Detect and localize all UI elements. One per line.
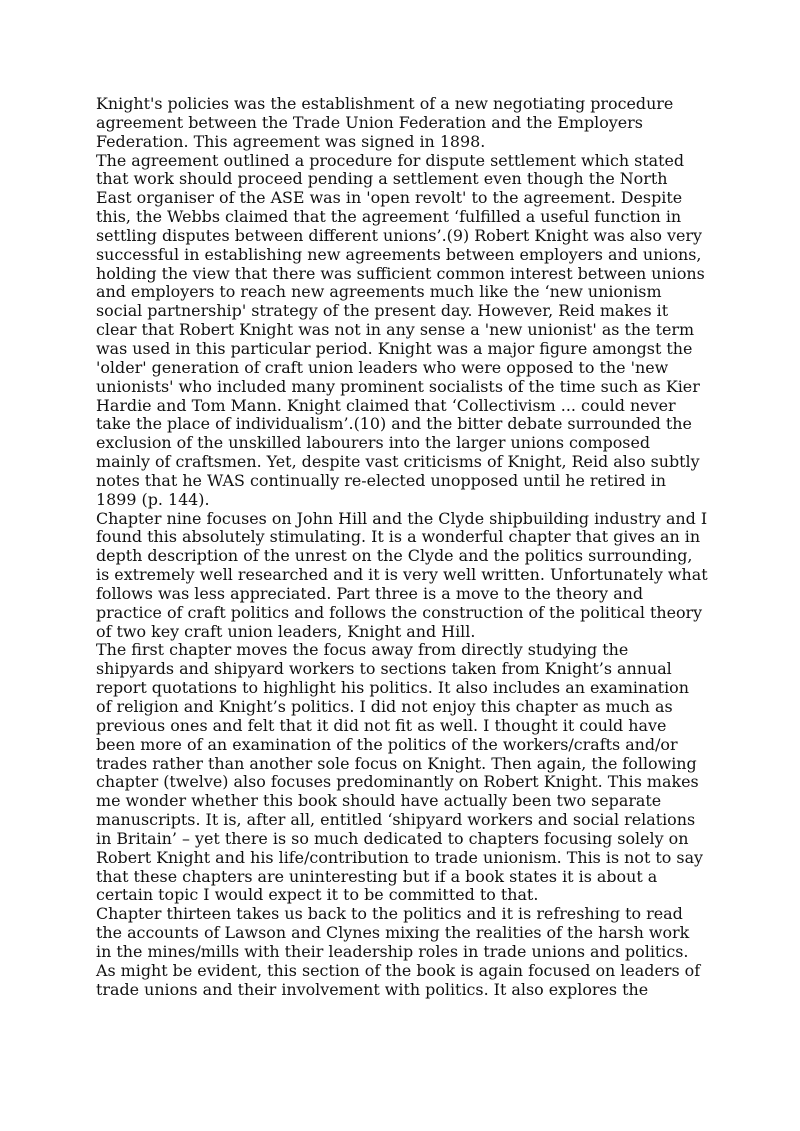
document-body [96, 95, 708, 1000]
paragraph: The agreement outlined a procedure for dispute settlement which stated that work should proceed pending a settlement even though the North East organiser of the ASE was in 'open revolt' to the agreement. Despite this, the Webbs claimed that the agreement ‘fulfilled a useful function in settling disputes between different unions’.(9) Robert Knight was also very successful in establishing new agreements between employers and unions, holding the view that there was sufficient common interest between unions and employers to reach new agreements much like the ‘new unionism social partnership' strategy of the present day. However, Reid makes it clear that Robert Knight was not in any sense a 'new unionist' as the term was used in this particular period. Knight was a major figure amongst the 'older' generation of craft union leaders who were opposed to the 'new unionists' who included many prominent socialists of the time such as Kier Hardie and Tom Mann. Knight claimed that ‘Collectivism ... could never take the place of individualism’.(10) and the bitter debate surrounded the exclusion of the unskilled labourers into the larger unions composed mainly of craftsmen. Yet, despite vast criticisms of Knight, Reid also subtly notes that he WAS continually re-elected unopposed until he retired in 1899 (p. 144). [96, 150, 705, 509]
paragraph: Knight's policies was the establishment of a new negotiating procedure agreement between the Trade Union Federation and the Employers Federation. This agreement was signed in 1898. [96, 94, 674, 151]
paragraph: The first chapter moves the focus away from directly studying the shipyards and shipyard workers to sections taken from Knight’s annual report quotations to highlight his politics. It also includes an examination of religion and Knight’s politics. I did not enjoy this chapter as much as previous ones and felt that it did not fit as well. I thought it could have been more of an examination of the politics of the workers/crafts and/or trades rather than another sole focus on Knight. Then again, the following chapter (twelve) also focuses predominantly on Robert Knight. This makes me wonder whether this book should have actually been two separate manuscripts. It is, after all, entitled ‘shipyard workers and social relations in Britain’ – yet there is so much dedicated to chapters focusing solely on Robert Knight and his life/contribution to trade unionism. This is not to say that these chapters are uninteresting but if a book states it is about a certain topic I would expect it to be committed to that. [96, 640, 704, 905]
paragraph: Chapter nine focuses on John Hill and the Clyde shipbuilding industry and I found this absolutely stimulating. It is a wonderful chapter that gives an in depth description of the unrest on the Clyde and the politics surrounding, is extremely well researched and it is very well written. Unfortunately what follows was less appreciated. Part three is a move to the theory and practice of craft politics and follows the construction of the political theory of two key craft union leaders, Knight and Hill. [96, 508, 708, 641]
paragraph: Chapter thirteen takes us back to the politics and it is refreshing to read the accounts of Lawson and Clynes mixing the realities of the harsh work in the mines/mills with their leadership roles in trade unions and politics. As might be evident, this section of the book is again focused on leaders of trade unions and their involvement with politics. It also explores the [96, 904, 701, 999]
